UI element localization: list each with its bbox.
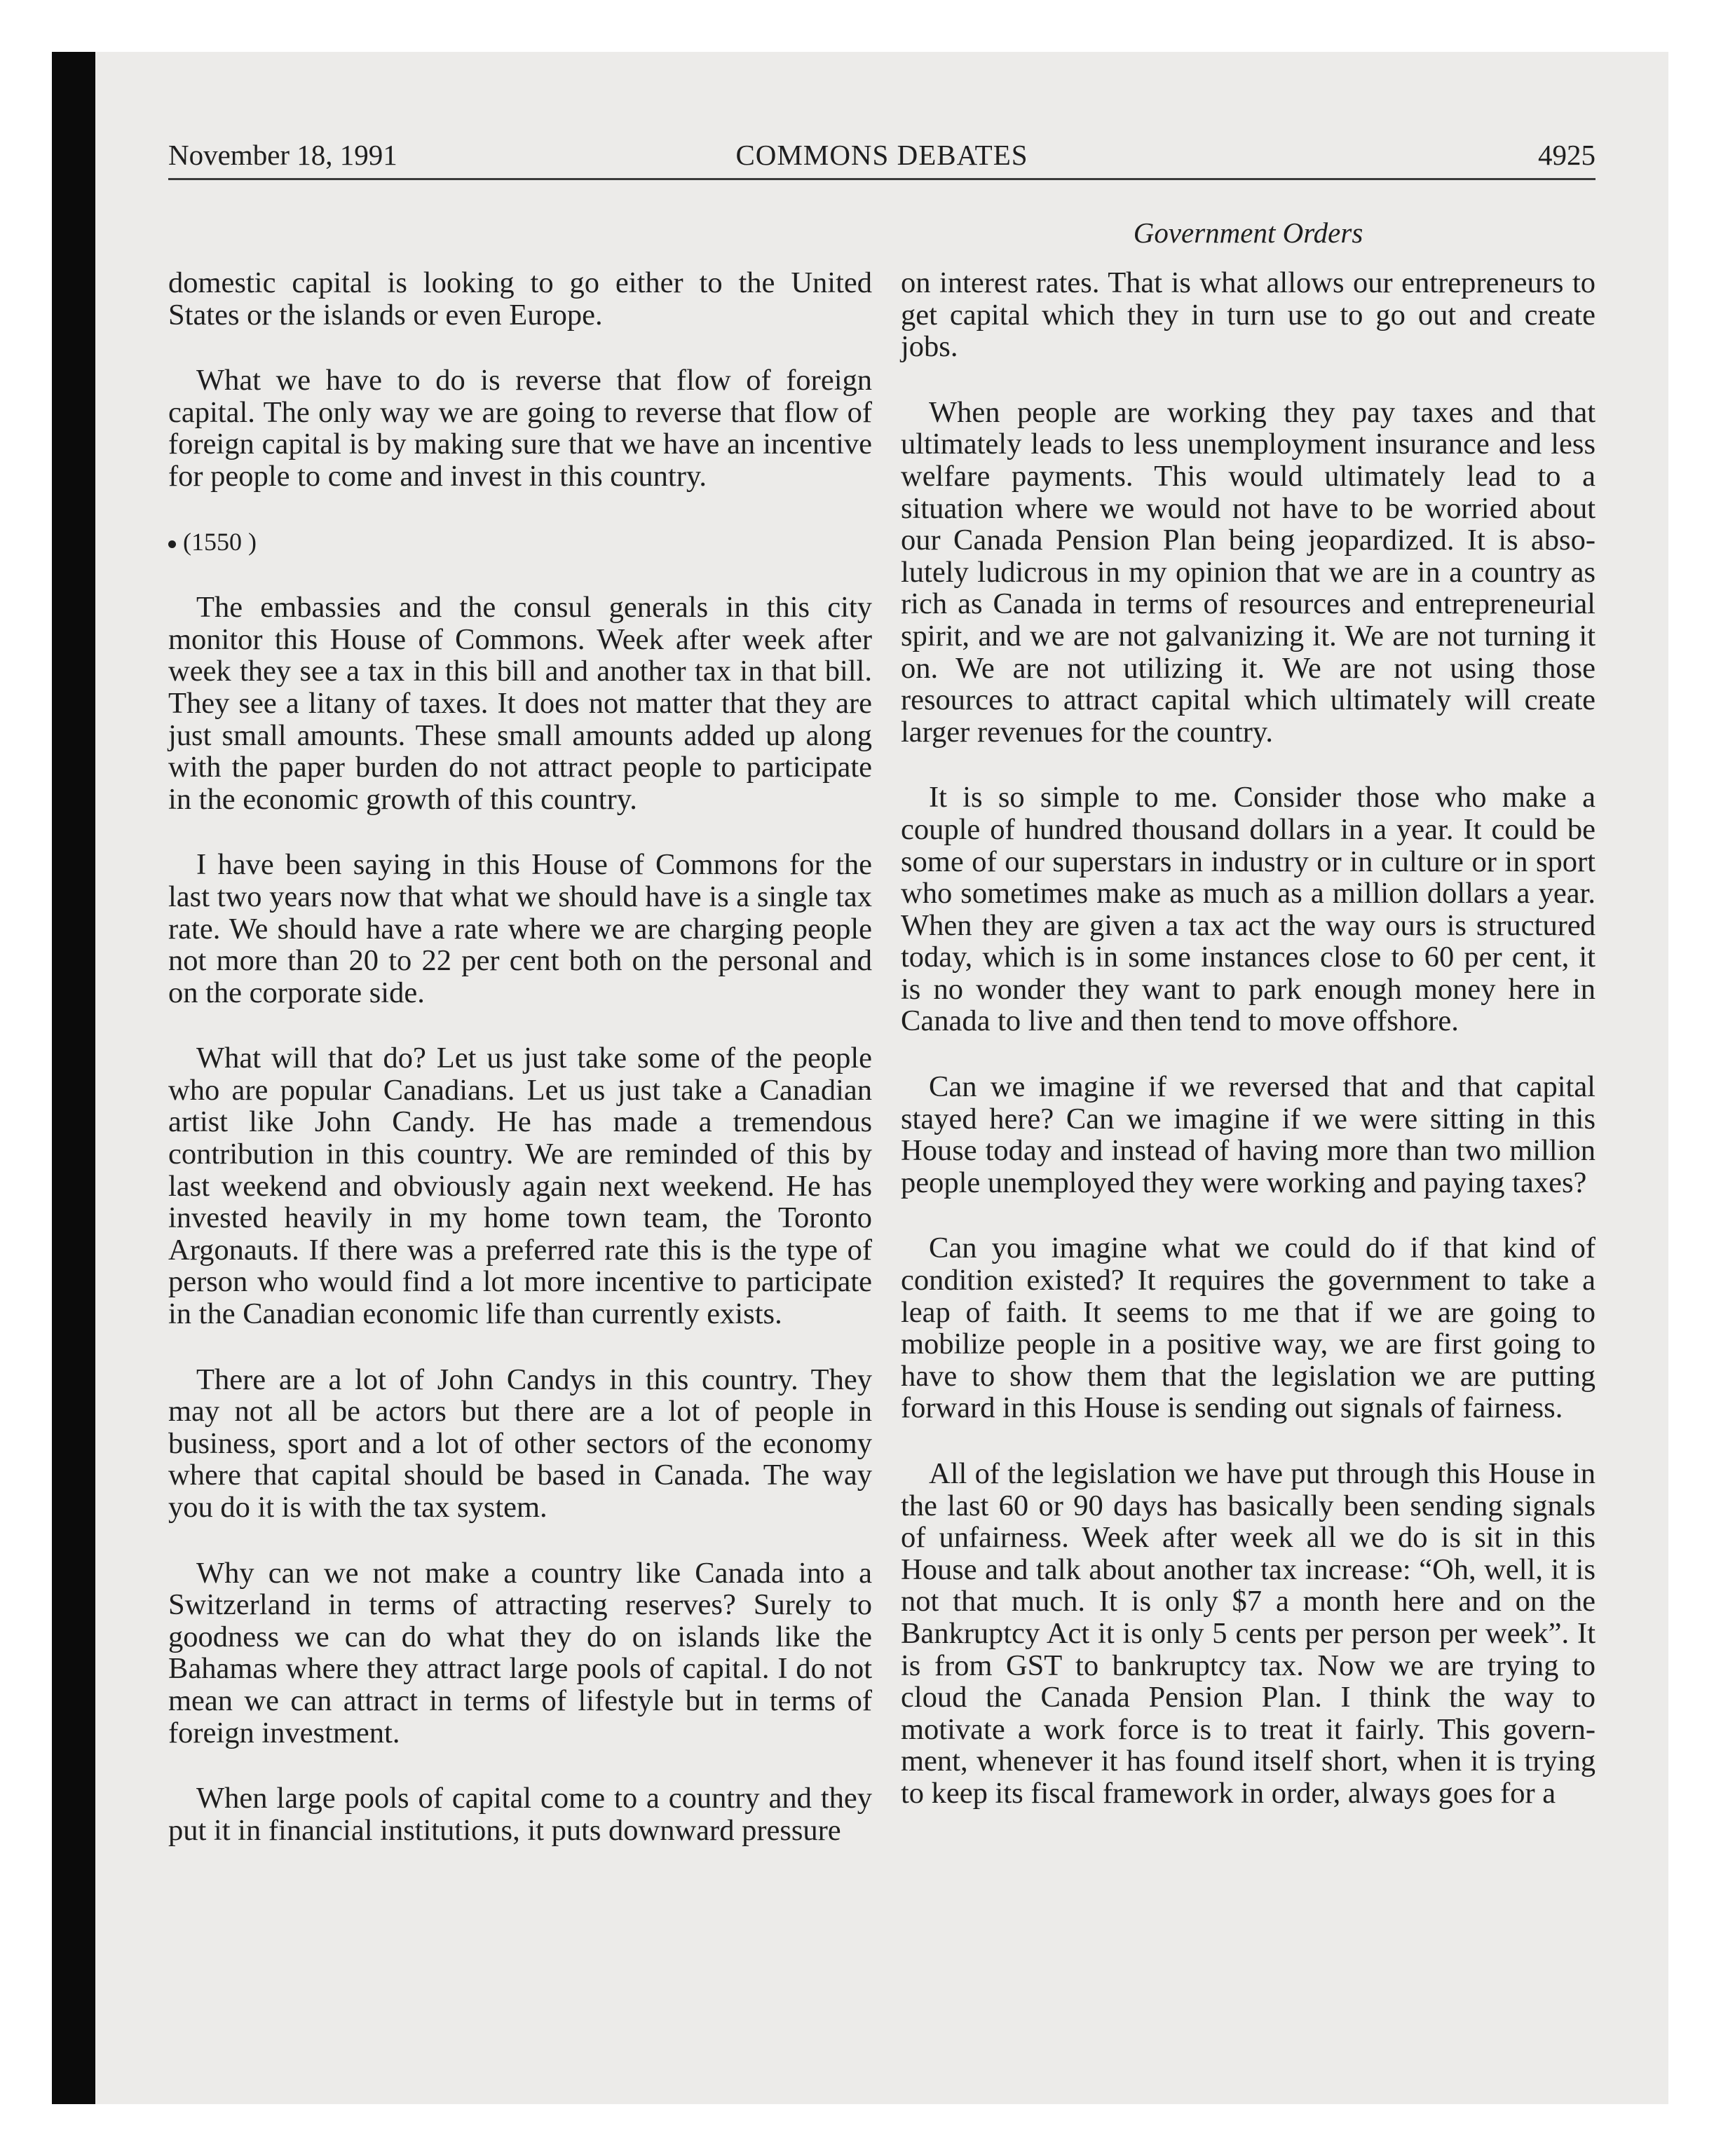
bullet-icon	[168, 540, 176, 548]
paragraph: All of the legislation we have put through this House in the last 60 or 90 days has basically been sending signals of unfairness. Week after week all we do is sit in this House and talk about another tax increase: “Oh, well, it is not that much. It is only $7 a month here and on the Bankruptcy Act it is only 5 cents per person per week”. It is from GST to bankruptcy tax. Now we are trying to cloud the Canada Pension Plan. I think the way to motivate a work force is to treat it fairly. This government, whenever it has found itself short, when it is trying to keep its fiscal framework in order, always goes for a	[901, 1457, 1595, 1810]
header-page-number: 4925	[1538, 139, 1595, 171]
paragraph: There are a lot of John Candys in this country. They may not all be actors but there are a lot of people in business, sport and a lot of other sectors of the economy where that capital should be based in Canada. The way you do it is with the tax system.	[168, 1363, 872, 1524]
time-marker	[168, 526, 872, 559]
paragraph: When people are working they pay taxes and that ultimately leads to less unemployment insurance and less welfare payments. This would ultimately lead to a situation where we would not have to be worried about our Canada Pension Plan being jeopardized. It is absolutely ludicrous in my opinion that we are in a country as rich as Canada in terms of resources and entrepreneurial spirit, and we are not galvanizing it. We are not turning it on. We are not utilizing it. We are not using those resources to attract capital which ultimately will create larger revenues for the country.	[901, 395, 1595, 749]
paragraph: Can we imagine if we reversed that and that capital stayed here? Can we imagine if we were sitting in this House today and instead of having more than two million people unemployed they were working and paying taxes?	[901, 1070, 1595, 1199]
left-column	[168, 267, 872, 1880]
paragraph: domestic capital is looking to go either to the United States or the islands or even Europe.	[168, 266, 872, 332]
time-marker-label: (1550 )	[183, 527, 257, 556]
document-page	[168, 133, 1595, 1847]
paragraph: on interest rates. That is what allows our entrepreneurs to get capital which they in turn use to go out and create jobs.	[901, 266, 1595, 364]
paragraph: Can you imagine what we could do if that kind of condition existed? It requires the government to take a leap of faith. It seems to me that if we are going to mobilize people in a positive way, we are first going to have to show them that the legislation we are putting forward in this House is sending out signals of fairness.	[901, 1231, 1595, 1425]
paragraph: What we have to do is reverse that flow of foreign capital. The only way we are going to reverse that flow of foreign capital is by making sure that we have an incentive for people to come and invest in this country.	[168, 364, 872, 493]
paragraph: It is so simple to me. Consider those who make a couple of hundred thousand dollars in a year. It could be some of our superstars in industry or in culture or in sport who sometimes make as much as a million dollars a year. When they are given a tax act the way ours is structured today, which is in some instances close to 60 per cent, it is no wonder they want to park enough money here in Canada to live and then tend to move offshore.	[901, 781, 1595, 1038]
paragraph: What will that do? Let us just take some of the people who are popular Canadians. Let us just take a Canadian artist like John Candy. He has made a tremendous contribution in this country. We are reminded of this by last weekend and obviously again next weekend. He has invested heavily in my home town team, the Toronto Argonauts. If there was a preferred rate this is the type of person who would find a lot more incentive to participate in the Canadian economic life than currently exists.	[168, 1042, 872, 1331]
section-heading: Government Orders	[1133, 217, 1363, 249]
right-column	[901, 215, 1595, 1843]
header-publication-title: COMMONS DEBATES	[735, 139, 1028, 171]
paragraph: When large pools of capital come to a country and they put it in financial institutions, it puts downward pressure	[168, 1782, 872, 1847]
scan-border-edge	[52, 52, 95, 2104]
paragraph: I have been saying in this House of Commons for the last two years now that what we should have is a single tax rate. We should have a rate where we are charging people not more than 20 to 22 per cent both on the personal and on the corporate side.	[168, 848, 872, 1009]
header-date: November 18, 1991	[168, 139, 397, 171]
header-rule	[168, 178, 1595, 180]
paragraph: Why can we not make a country like Canada into a Switzerland in terms of attracting reserves? Surely to goodness we can do what they do on islands like the Bahamas where they attract large pools of capital. I do not mean we can attract in terms of lifestyle but in terms of foreign investment.	[168, 1556, 872, 1749]
running-header	[168, 133, 1595, 177]
paragraph: The embassies and the consul generals in this city monitor this House of Commons. Week after week after week they see a tax in this bill and another tax in that bill. They see a litany of taxes. It does not matter that they are just small amounts. These small amounts added up along with the paper burden do not attract people to participate in the economic growth of this country.	[168, 591, 872, 816]
